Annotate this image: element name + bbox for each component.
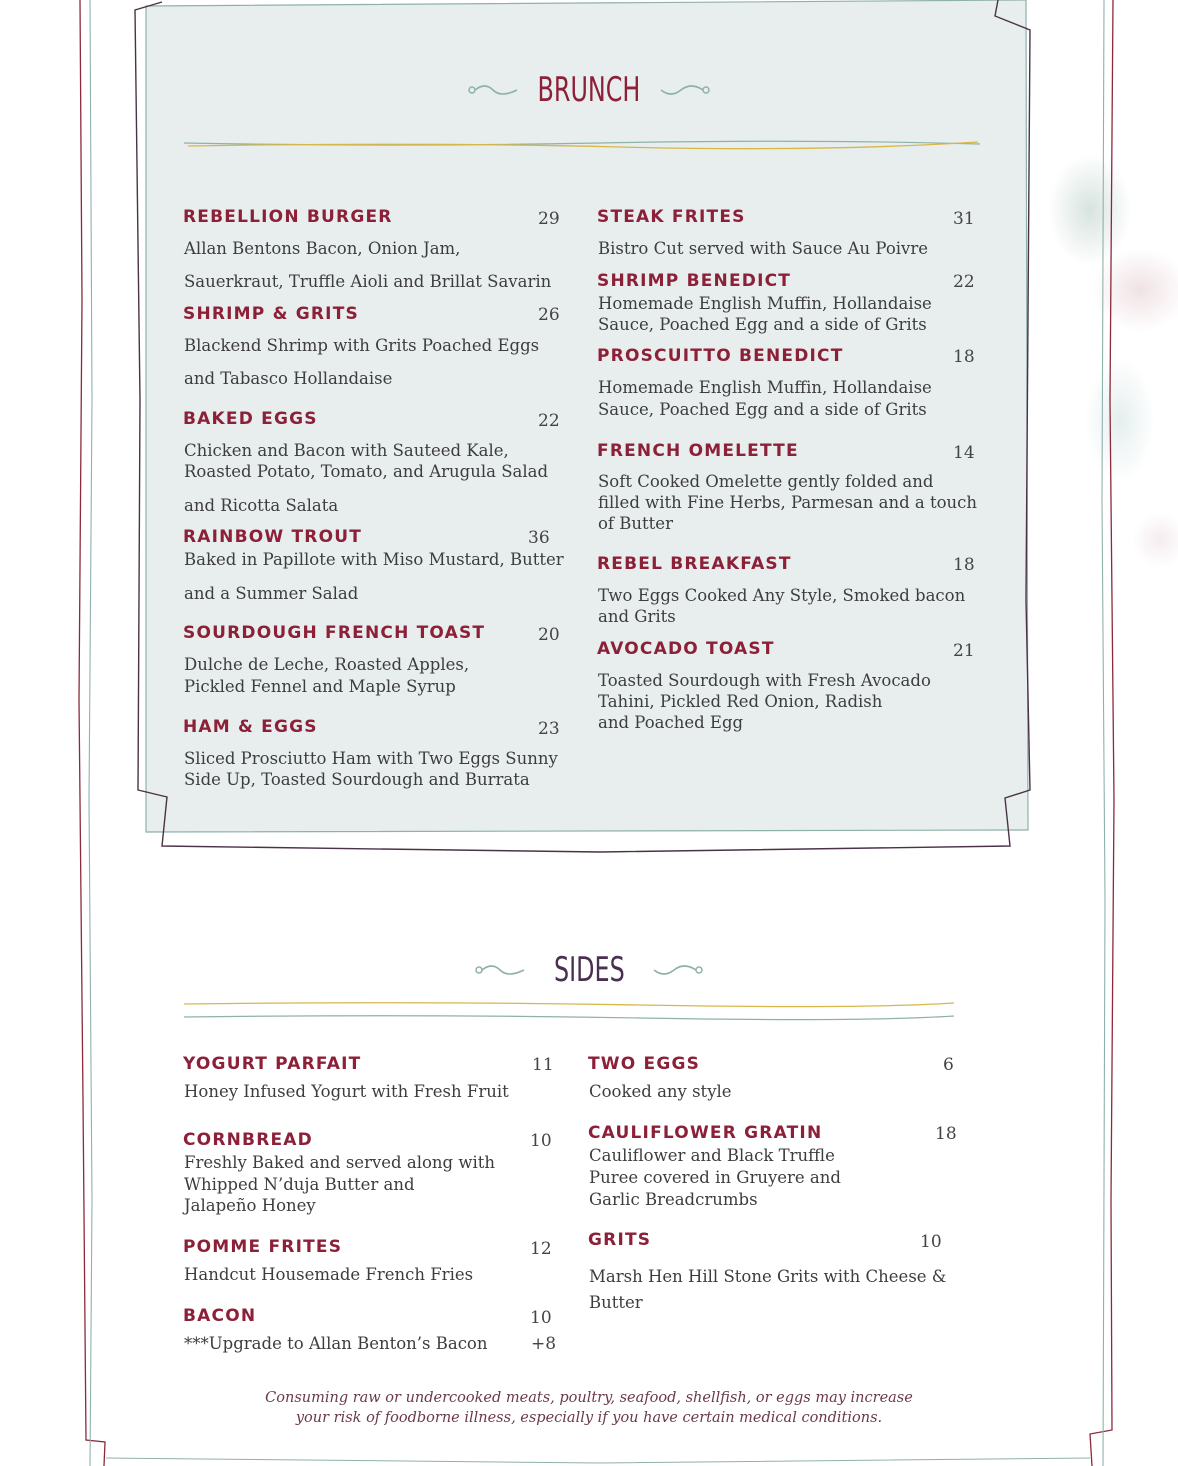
item-description: and Ricotta Salata [184, 496, 339, 515]
sides-title [0, 950, 1178, 990]
item-price: 10 [530, 1131, 552, 1151]
item-description: Tahini, Pickled Red Onion, Radish [598, 692, 883, 711]
item-description: and a Summer Salad [184, 584, 359, 603]
item-name: STEAK FRITES [597, 207, 746, 227]
item-description: Cauliflower and Black Truffle [589, 1146, 835, 1165]
item-description: Allan Bentons Bacon, Onion Jam, [184, 239, 461, 258]
item-price: 21 [953, 641, 975, 661]
item-name: REBEL BREAKFAST [597, 554, 792, 574]
item-price: 26 [538, 305, 560, 325]
item-description: Butter [589, 1293, 643, 1312]
item-price: 6 [943, 1055, 954, 1075]
item-description: Sliced Prosciutto Ham with Two Eggs Sunny [184, 749, 558, 768]
item-description: Jalapeño Honey [184, 1196, 316, 1215]
item-name: BACON [183, 1306, 257, 1326]
item-price: 11 [532, 1055, 554, 1075]
brunch-title [0, 70, 1178, 110]
item-name: SHRIMP BENEDICT [597, 271, 792, 291]
item-description: Dulche de Leche, Roasted Apples, [184, 655, 470, 674]
flourish-left-icon [467, 82, 519, 98]
brunch-heading: BRUNCH [537, 70, 641, 110]
item-name: TWO EGGS [588, 1054, 701, 1074]
item-description: Handcut Housemade French Fries [184, 1265, 474, 1284]
flourish-left-icon [474, 962, 526, 978]
item-description: Roasted Potato, Tomato, and Arugula Salad [184, 462, 549, 481]
sides-heading: SIDES [553, 950, 625, 990]
item-name: CAULIFLOWER GRATIN [588, 1123, 823, 1143]
item-name: RAINBOW TROUT [183, 527, 363, 547]
item-name: HAM & EGGS [183, 717, 318, 737]
item-name: GRITS [588, 1230, 652, 1250]
item-name: CORNBREAD [183, 1130, 313, 1150]
item-description: and Poached Egg [598, 713, 744, 732]
item-price: 22 [538, 411, 560, 431]
item-price: 36 [528, 528, 550, 548]
item-description: ***Upgrade to Allan Benton’s Bacon [184, 1334, 488, 1353]
item-name: AVOCADO TOAST [597, 639, 775, 659]
item-price: 10 [530, 1308, 552, 1328]
item-name: YOGURT PARFAIT [183, 1054, 362, 1074]
item-description: Puree covered in Gruyere and [589, 1168, 841, 1187]
item-name: FRENCH OMELETTE [597, 441, 799, 461]
item-name: SHRIMP & GRITS [183, 304, 359, 324]
item-description: filled with Fine Herbs, Parmesan and a touch [598, 493, 978, 512]
item-name: REBELLION BURGER [183, 207, 393, 227]
item-description: of Butter [598, 514, 673, 533]
item-description: Side Up, Toasted Sourdough and Burrata [184, 770, 530, 789]
item-price: 22 [953, 272, 975, 292]
flourish-right-icon [652, 962, 704, 978]
item-description: Chicken and Bacon with Sauteed Kale, [184, 441, 509, 460]
item-description: Soft Cooked Omelette gently folded and [598, 472, 934, 491]
item-description: Freshly Baked and served along with [184, 1153, 495, 1172]
item-description: Toasted Sourdough with Fresh Avocado [598, 671, 931, 690]
item-description: Bistro Cut served with Sauce Au Poivre [598, 239, 929, 258]
upgrade-price: +8 [531, 1334, 557, 1354]
item-description: Cooked any style [589, 1082, 732, 1101]
item-description: Sauce, Poached Egg and a side of Grits [598, 400, 927, 419]
item-price: 29 [538, 209, 560, 229]
item-description: and Grits [598, 607, 676, 626]
item-price: 12 [530, 1239, 552, 1259]
item-price: 10 [920, 1232, 942, 1252]
item-description: Pickled Fennel and Maple Syrup [184, 677, 456, 696]
item-description: Two Eggs Cooked Any Style, Smoked bacon [598, 586, 966, 605]
item-description: Homemade English Muffin, Hollandaise [598, 294, 932, 313]
disclaimer-line: your risk of foodborne illness, especially if you have certain medical conditions. [295, 1410, 883, 1426]
item-price: 31 [953, 209, 975, 229]
disclaimer-line: Consuming raw or undercooked meats, poultry, seafood, shellfish, or eggs may increase [265, 1390, 913, 1406]
item-price: 18 [953, 555, 975, 575]
item-price: 18 [935, 1124, 957, 1144]
item-name: SOURDOUGH FRENCH TOAST [183, 623, 486, 643]
item-description: Homemade English Muffin, Hollandaise [598, 378, 932, 397]
food-safety-disclaimer [0, 1388, 1178, 1428]
item-price: 14 [953, 443, 975, 463]
item-description: Marsh Hen Hill Stone Grits with Cheese & [589, 1267, 947, 1286]
item-description: Sauce, Poached Egg and a side of Grits [598, 315, 927, 334]
item-description: Baked in Papillote with Miso Mustard, Butter [184, 550, 564, 569]
item-name: PROSCUITTO BENEDICT [597, 346, 844, 366]
item-description: and Tabasco Hollandaise [184, 369, 393, 388]
item-description: Garlic Breadcrumbs [589, 1190, 758, 1209]
item-description: Whipped N’duja Butter and [184, 1175, 415, 1194]
item-name: POMME FRITES [183, 1237, 343, 1257]
flourish-right-icon [659, 82, 711, 98]
item-price: 18 [953, 347, 975, 367]
item-description: Blackend Shrimp with Grits Poached Eggs [184, 336, 540, 355]
item-description: Honey Infused Yogurt with Fresh Fruit [184, 1082, 509, 1101]
item-price: 23 [538, 719, 560, 739]
item-name: BAKED EGGS [183, 409, 318, 429]
item-description: Sauerkraut, Truffle Aioli and Brillat Savarin [184, 272, 552, 291]
item-price: 20 [538, 625, 560, 645]
